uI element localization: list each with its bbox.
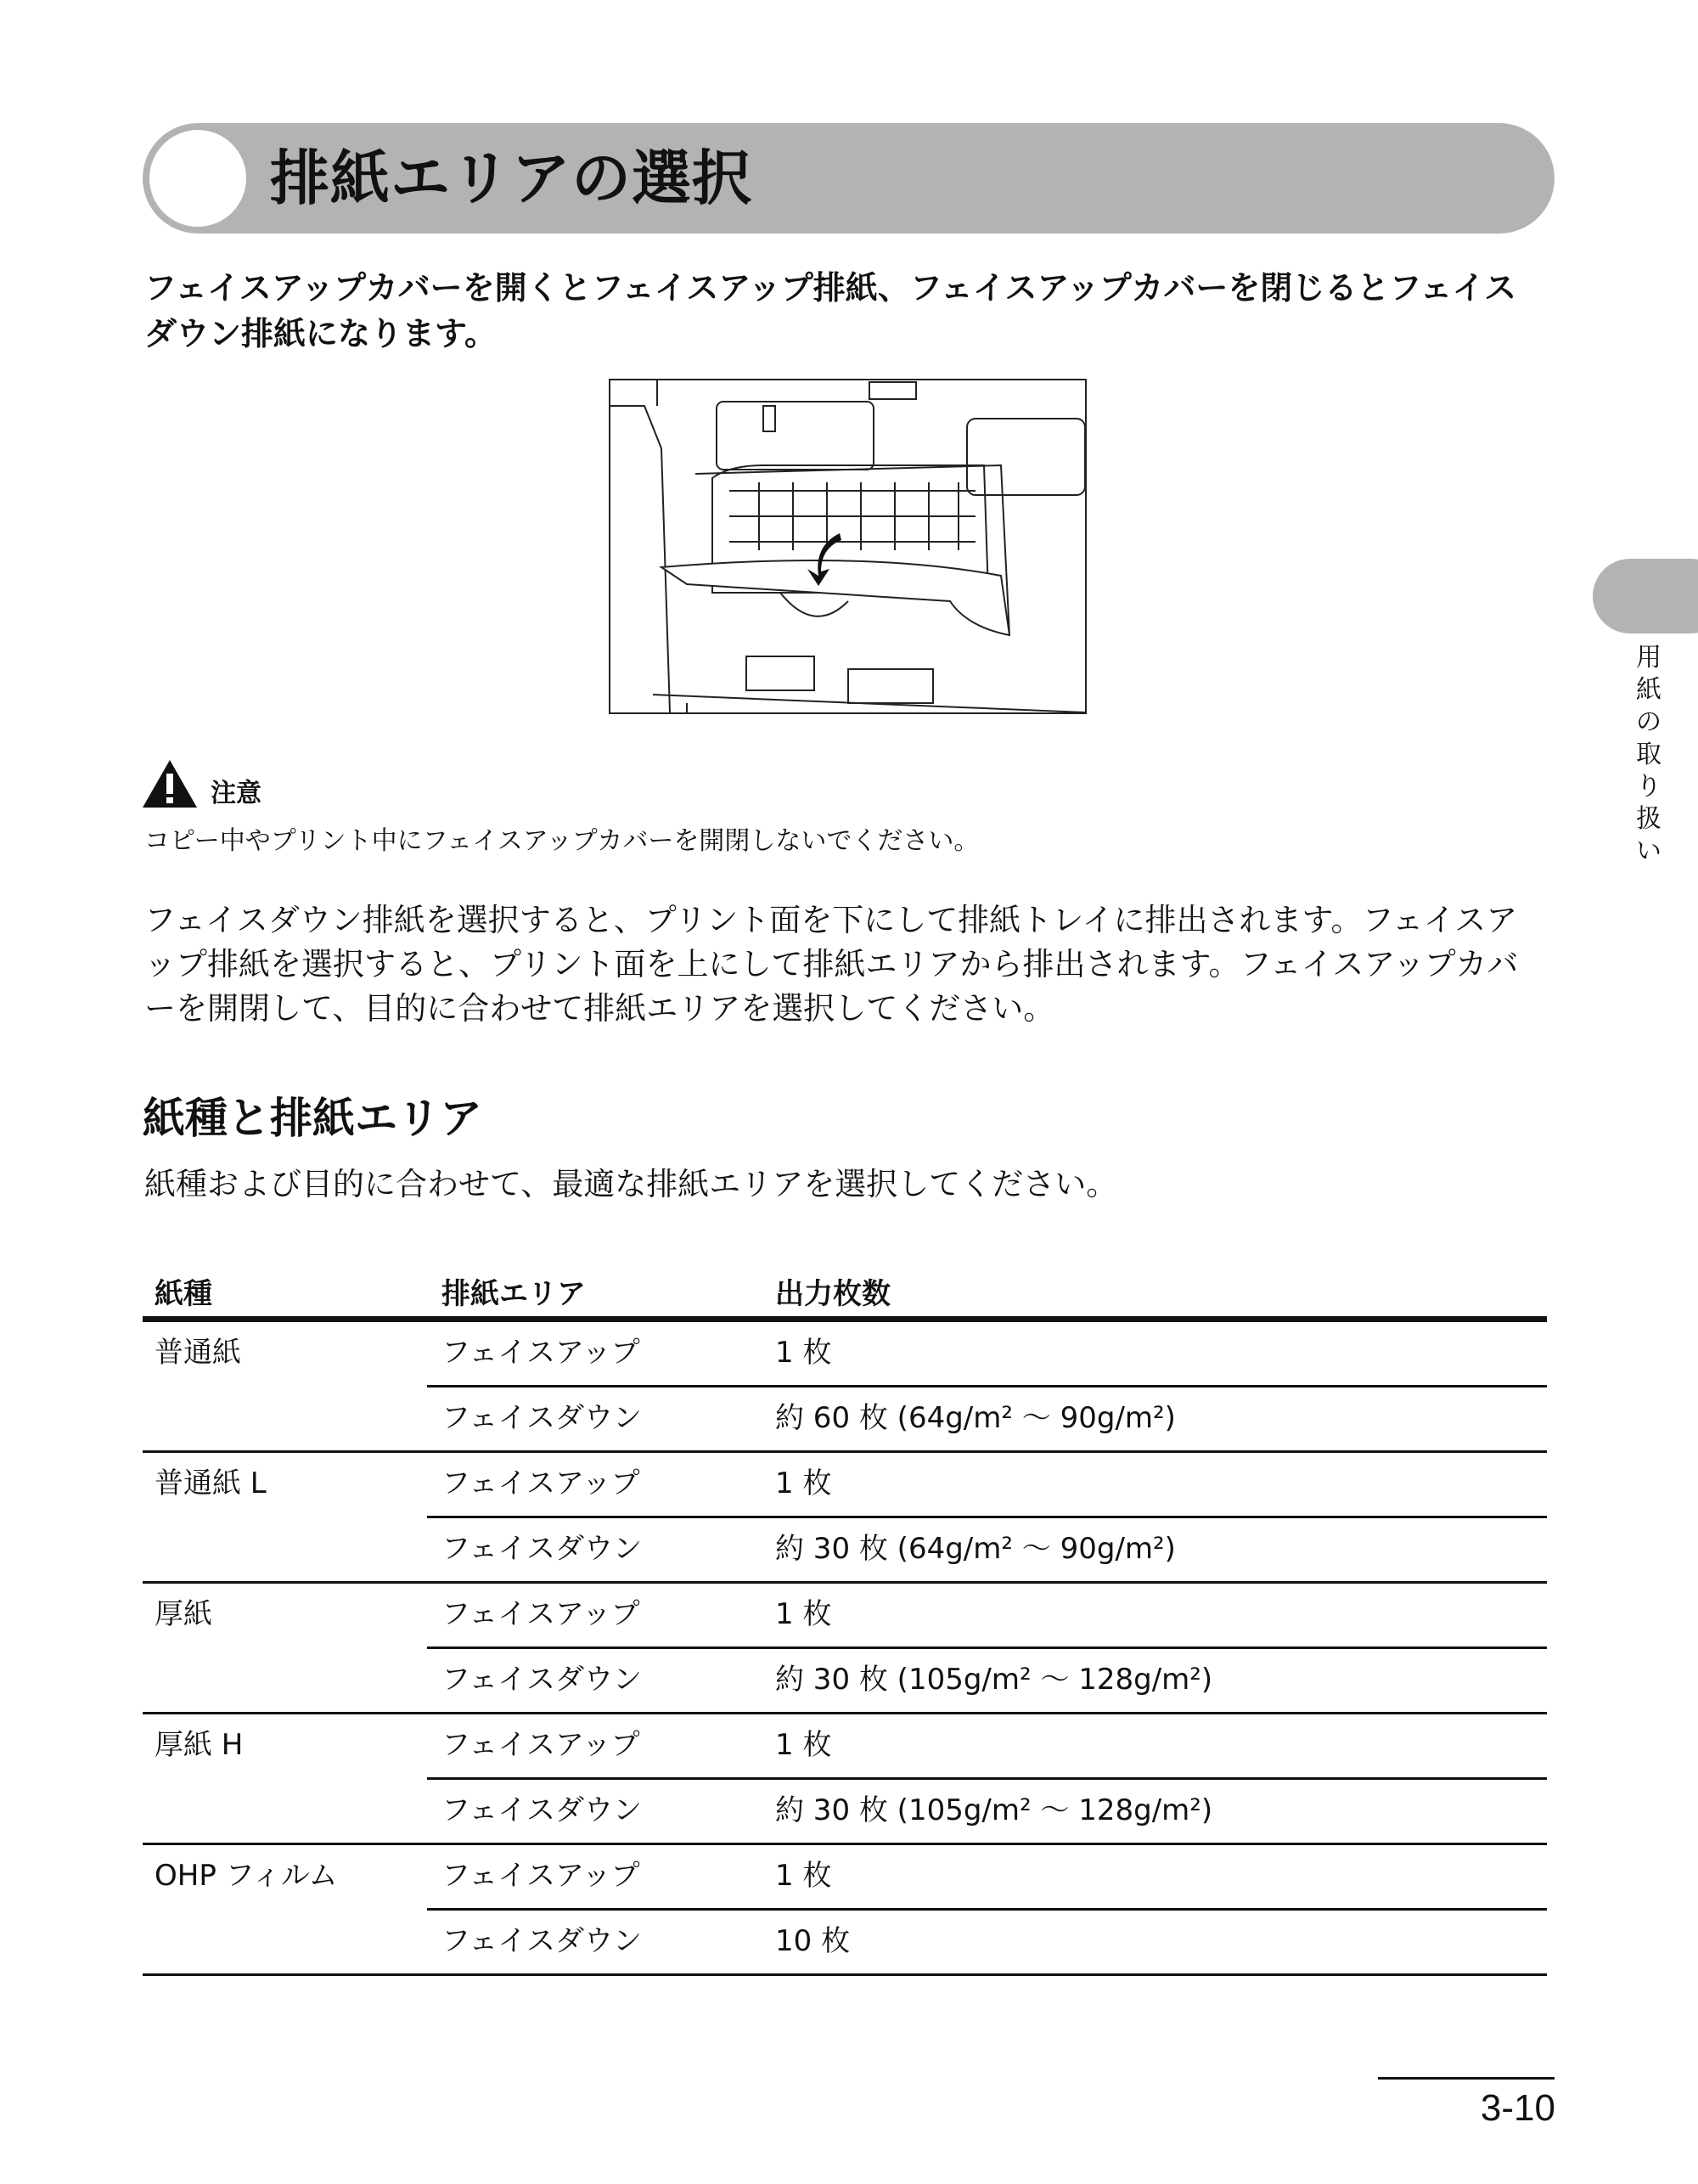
table-row [427, 1777, 1547, 1843]
table-group [143, 1584, 1547, 1714]
output-area: フェイスアップ [441, 1336, 640, 1370]
table-group [143, 1714, 1547, 1845]
output-area: フェイスアップ [441, 1728, 640, 1762]
table-row [427, 1385, 1547, 1450]
output-capacity: 約 60 枚 (64g/m² ～ 90g/m²) [775, 1401, 1176, 1435]
table-row [427, 1322, 1547, 1385]
paper-type: OHP フィルム [155, 1859, 338, 1893]
output-capacity: 10 枚 [775, 1924, 851, 1958]
output-capacity: 1 枚 [775, 1466, 832, 1500]
paper-type: 普通紙 L [155, 1466, 267, 1500]
output-capacity: 1 枚 [775, 1336, 832, 1370]
caution-label: 注意 [211, 779, 261, 808]
page-number: 3-10 [1480, 2087, 1555, 2129]
table-row [427, 1646, 1547, 1712]
table-row [427, 1584, 1547, 1646]
section-text: 紙種および目的に合わせて、最適な排紙エリアを選択してください。 [144, 1166, 1118, 1202]
table-header [143, 1264, 1547, 1322]
caution-text: コピー中やプリント中にフェイスアップカバーを開閉しないでください。 [144, 826, 980, 856]
output-area: フェイスダウン [441, 1793, 642, 1827]
table-group [143, 1453, 1547, 1584]
output-area: フェイスダウン [441, 1532, 642, 1566]
table-group [143, 1845, 1547, 1976]
output-capacity: 約 30 枚 (64g/m² ～ 90g/m²) [775, 1532, 1176, 1566]
page-number-rule [1378, 2077, 1555, 2080]
table-row [427, 1516, 1547, 1581]
output-capacity: 1 枚 [775, 1728, 832, 1762]
output-area: フェイスダウン [441, 1401, 642, 1435]
printer-illustration [609, 379, 1087, 714]
output-area: フェイスダウン [441, 1924, 642, 1958]
output-capacity: 約 30 枚 (105g/m² ～ 128g/m²) [775, 1793, 1213, 1827]
output-capacity: 1 枚 [775, 1859, 832, 1893]
paper-type: 厚紙 [155, 1597, 212, 1631]
output-area: フェイスアップ [441, 1466, 640, 1500]
chapter-tab [1593, 559, 1698, 633]
output-table [143, 1264, 1547, 1976]
output-area: フェイスアップ [441, 1859, 640, 1893]
intro-text: フェイスアップカバーを開くとフェイスアップ排紙、フェイスアップカバーを閉じるとフェイスダウン排紙になります。 [144, 269, 1517, 352]
warning-icon [141, 758, 199, 809]
output-capacity: 約 30 枚 (105g/m² ～ 128g/m²) [775, 1663, 1213, 1697]
table-group [143, 1322, 1547, 1453]
paper-type: 厚紙 H [155, 1728, 244, 1762]
output-area: フェイスダウン [441, 1663, 642, 1697]
table-row [427, 1845, 1547, 1908]
column-header: 紙種 [155, 1277, 212, 1311]
column-header: 排紙エリア [441, 1277, 586, 1311]
table-row [427, 1453, 1547, 1516]
chapter-tab-label: 用紙の取り扱い [1636, 643, 1661, 866]
output-capacity: 1 枚 [775, 1597, 832, 1631]
title-circle-decoration [149, 130, 246, 227]
section-heading: 紙種と排紙エリア [143, 1094, 482, 1143]
table-row [427, 1908, 1547, 1973]
body-paragraph: フェイスダウン排紙を選択すると、プリント面を下にして排紙トレイに排出されます。フェイスアップ排紙を選択すると、プリント面を上にして排紙エリアから排出されます。フェイスアップカバーを開閉して、目的に合わせて排紙エリアを選択してください。 [144, 902, 1519, 1027]
table-row [427, 1714, 1547, 1777]
page-title: 排紙エリアの選択 [270, 144, 752, 213]
output-area: フェイスアップ [441, 1597, 640, 1631]
column-header: 出力枚数 [775, 1277, 891, 1311]
paper-type: 普通紙 [155, 1336, 241, 1370]
